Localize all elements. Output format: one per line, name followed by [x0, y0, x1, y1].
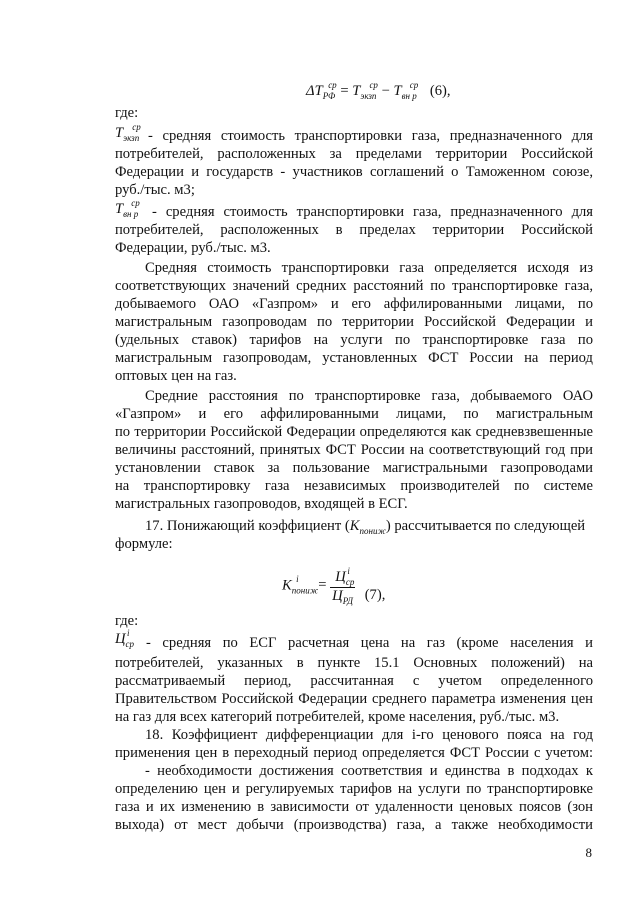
def3-symbol: $Ц_{ср}^i$: [115, 628, 135, 649]
def3-line-5: на газ для всех категорий потребителей, кроме населения, руб./тыс. м3.: [115, 709, 560, 725]
def1-line-4: руб./тыс. м3;: [115, 182, 195, 198]
para1-line-6: магистральным газопроводам, установленных ФСТ России на период: [115, 350, 593, 366]
para2-line-5: установлении ставок за пользование магистральными газопроводами: [115, 460, 593, 476]
para2-line-4: величины расстояний, принятых ФСТ России на соответствующий год при: [115, 442, 593, 458]
para1-line-4: магистральным газопроводам по территории Российской Федерации и: [115, 314, 593, 330]
def2-line-2: потребителей, расположенных в пределах территории Российской: [115, 222, 593, 238]
para18-line-4: определению цен и регулируемых тарифов на услуги по транспортировке: [115, 781, 593, 797]
para2-line-6: на транспортировку газа независимых производителей по системе: [115, 478, 593, 494]
para2-line-1: Средние расстояния по транспортировке газа, добываемого ОАО: [145, 388, 593, 404]
para1-line-2: соответствующих значений средних расстояний по транспортировке газа,: [115, 278, 593, 294]
para1-line-5: (удельных ставок) тарифов на услуги по транспортировке газа по: [115, 332, 593, 348]
page-number: 8: [585, 845, 592, 860]
para18-line-2: применения цен в переходный период определяется ФСТ России с учетом:: [115, 745, 593, 761]
para18-line-1: 18. Коэффициент дифференциации для i-го ценового пояса на год: [145, 727, 593, 743]
para17-line-1: 17. Понижающий коэффициент $(K_{пониж})$ рассчитывается по следующей: [145, 518, 586, 536]
para2-line-7: магистральных газопроводов, входящей в ЕСГ.: [115, 496, 408, 512]
para18-line-3: - необходимости достижения соответствия и единства в подходах к: [145, 763, 593, 779]
formula-6: $\Delta T_{РФ}^{ср} = T_{экзп}^{ср} - T_{вн р}^{ср}$ (6),: [306, 80, 451, 101]
para18-line-5: газа и их изменению в зависимости от удаленности ценовых поясов (зон: [115, 799, 593, 815]
para18-line-6: выхода) от мест добычи (производства) газа, а также необходимости: [115, 817, 593, 833]
para2-line-3: по территории Российской Федерации определяются как средневзвешенные: [115, 424, 593, 440]
def2-line-3: Федерации, руб./тыс. м3.: [115, 240, 271, 256]
def2-symbol: $T_{вн р}^{ср}$: [115, 198, 140, 219]
def2-line-1: - средняя стоимость транспортировки газа, предназначенного для: [152, 204, 593, 220]
formula-7: $K_{пониж}^i$ = $\frac{Ц_{ср}^i}{Ц_{РД}}$ (7),: [282, 566, 386, 606]
para17-line-2: формуле:: [115, 536, 173, 552]
def1-line-2: потребителей, расположенных за пределами территории Российской: [115, 146, 593, 162]
def1-line-3: Федерации и государств - участников соглашений о Таможенном союзе,: [115, 164, 593, 180]
formula-6-number: (6),: [429, 83, 451, 99]
para1-line-7: оптовых цен на газ.: [115, 368, 237, 384]
where-label-1: где:: [115, 105, 139, 121]
def3-line-3: рассматриваемый период, рассчитанная с учетом определенного: [115, 673, 593, 689]
formula-7-fraction: $\frac{Ц_{ср}^i}{Ц_{РД}}$: [332, 566, 355, 606]
def3-line-4: Правительством Российской Федерации среднего параметра изменения цен: [115, 691, 593, 707]
para1-line-3: добываемого ОАО «Газпром» и его аффилированными лицами, по: [115, 296, 593, 312]
formula-7-number: (7),: [364, 587, 386, 604]
def1-line-1: - средняя стоимость транспортировки газа, предназначенного для: [148, 128, 593, 144]
where-label-2: где:: [115, 613, 139, 629]
def3-line-2: потребителей, указанных в пункте 15.1 Основных положений) на: [115, 655, 593, 671]
para2-line-2: «Газпром» и его аффилированными лицами, по магистральным: [115, 406, 593, 422]
para1-line-1: Средняя стоимость транспортировки газа определяется исходя из: [145, 260, 593, 276]
def3-line-1: - средняя по ЕСГ расчетная цена на газ (кроме населения и: [146, 635, 593, 651]
def1-symbol: $T_{экзп}^{ср}$: [115, 122, 141, 143]
